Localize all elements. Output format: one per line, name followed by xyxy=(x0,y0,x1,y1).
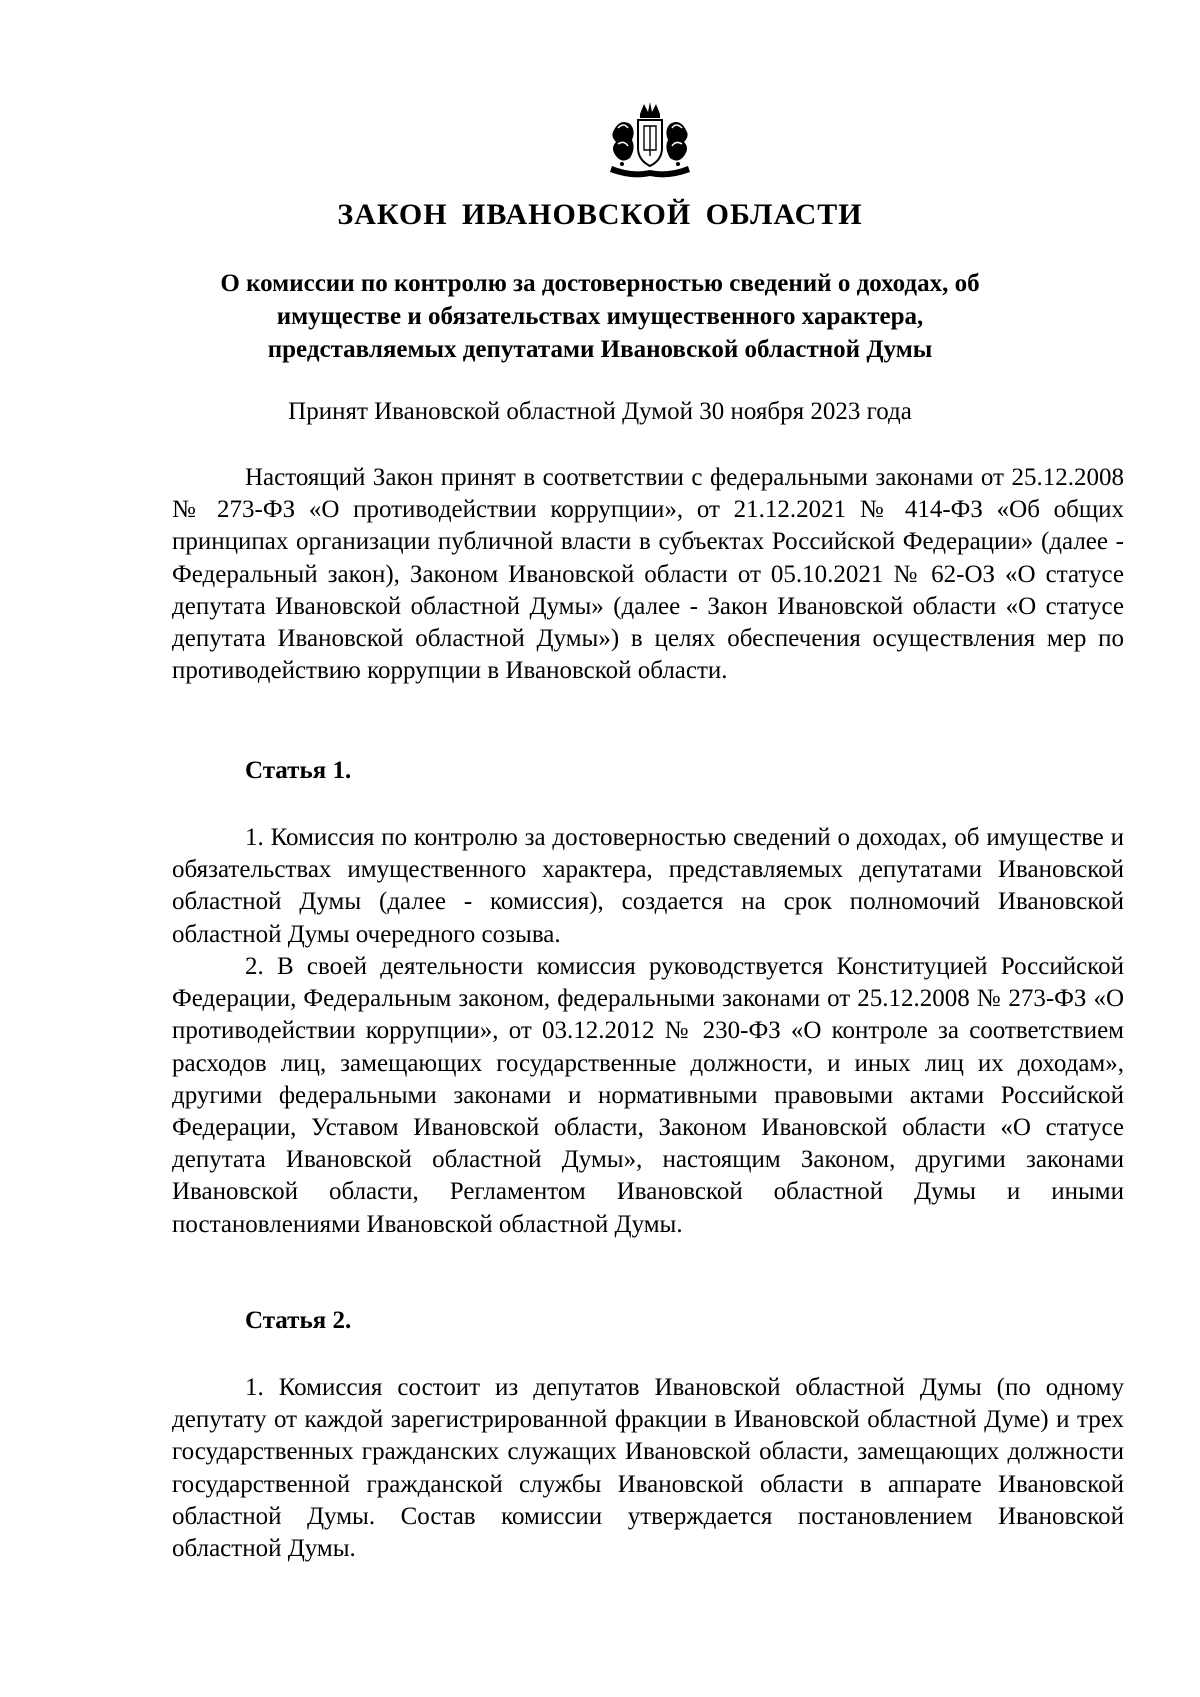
preamble-paragraph: Настоящий Закон принят в соответствии с федеральными законами от 25.12.2008 № 273-ФЗ «О противодействии коррупции», от 21.12.2021 № 414-ФЗ «Об общих принципах организации публичной власти в субъектах Российской Федерации» (далее - Федеральный закон), Законом Ивановской области от 05.10.2021 № 62-ОЗ «О статусе депутата Ивановской областной Думы» (далее - Закон Ивановской области «О статусе депутата Ивановской областной Думы») в целях обеспечения осуществления мер по противодействию коррупции в Ивановской области. xyxy=(172,464,1124,685)
law-title: ЗАКОН ИВАНОВСКОЙ ОБЛАСТИ xyxy=(337,198,863,231)
coat-of-arms-icon xyxy=(602,100,698,180)
adoption-date-line: Принят Ивановской областной Думой 30 ноября 2023 года xyxy=(288,398,912,425)
article-2-heading: Статья 2. xyxy=(245,1307,352,1334)
article-1-heading: Статья 1. xyxy=(245,757,352,784)
article-1-paragraph-1: 1. Комиссия по контролю за достоверностью сведений о доходах, об имуществе и обязательствах имущественного характера, представляемых депутатами Ивановской областной Думы (далее - комиссия), создается на срок полномочий Ивановской областной Думы очередного созыва. xyxy=(172,824,1124,948)
article-1-paragraph-2: 2. В своей деятельности комиссия руководствуется Конституцией Российской Федерации, Федеральным законом, федеральными законами от 25.12.2008 № 273-ФЗ «О противодействии коррупции», от 03.12.2012 № 230-ФЗ «О контроле за соответствием расходов лиц, замещающих государственные должности, и иных лиц их доходам», другими федеральными законами и нормативными правовыми актами Российской Федерации, Уставом Ивановской области, Законом Ивановской области «О статусе депутата Ивановской областной Думы», настоящим Законом, другими законами Ивановской области, Регламентом Ивановской областной Думы и иными постановлениями Ивановской областной Думы. xyxy=(172,953,1124,1238)
article-2-paragraph-1: 1. Комиссия состоит из депутатов Ивановской областной Думы (по одному депутату от каждой зарегистрированной фракции в Ивановской областной Думе) и трех государственных гражданских служащих Ивановской области, замещающих должности государственной гражданской службы Ивановской области в аппарате Ивановской областной Думы. Состав комиссии утверждается постановлением Ивановской областной Думы. xyxy=(172,1374,1124,1563)
law-subtitle: О комиссии по контролю за достоверностью сведений о доходах, об имуществе и обязательствах имущественного характера, представляемых депутатами Ивановской областной Думы xyxy=(220,270,980,363)
